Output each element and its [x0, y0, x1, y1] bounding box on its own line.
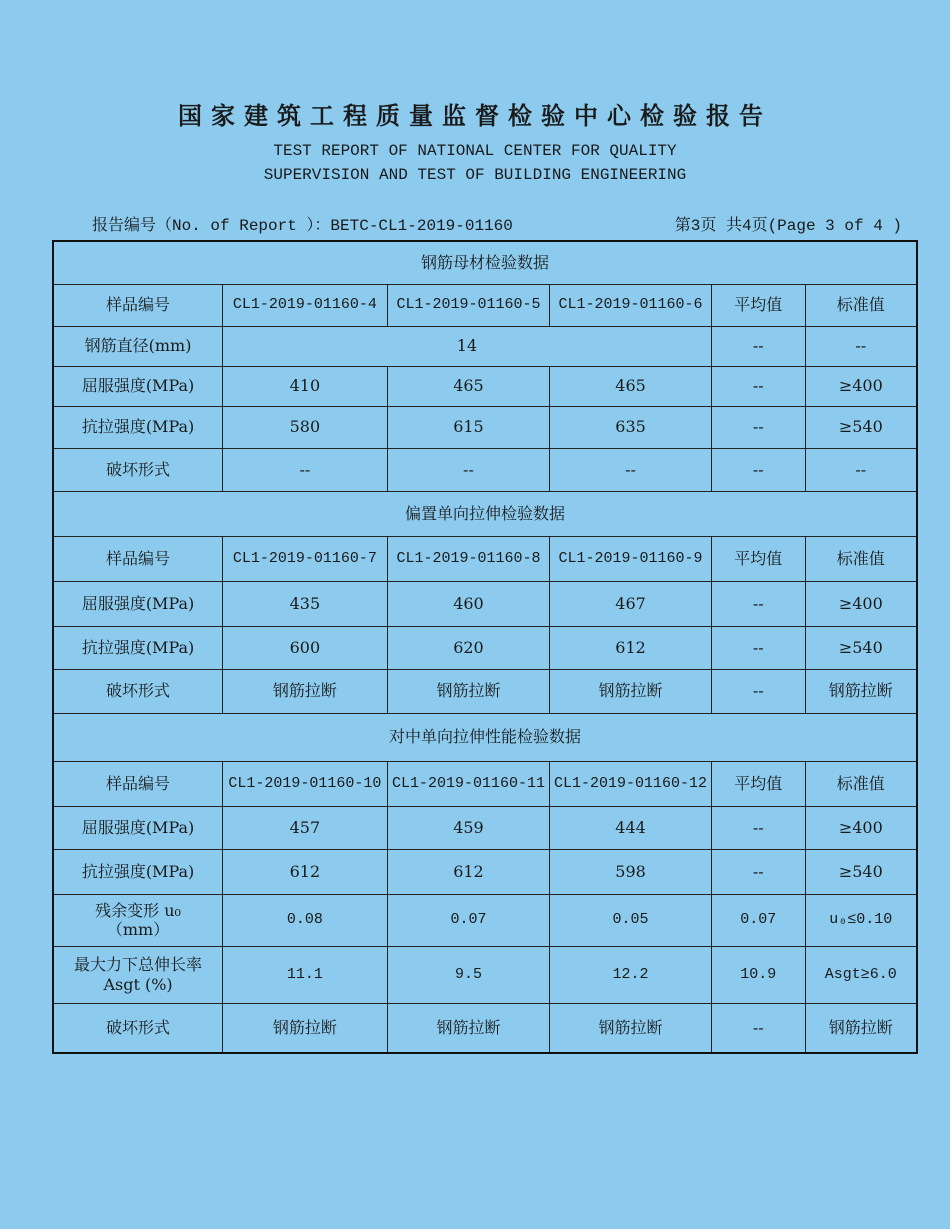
row-label: 屈服强度(MPa): [53, 366, 223, 406]
row-label: 破坏形式: [53, 669, 223, 713]
report-number: 报告编号（No. of Report ）：BETC-CL1-2019-01160: [92, 217, 513, 235]
row-label: 样品编号: [53, 536, 223, 581]
section-title: 对中单向拉伸性能检验数据: [53, 713, 917, 761]
value-cell: --: [711, 849, 805, 894]
report-title-en-2: SUPERVISION AND TEST OF BUILDING ENGINEERING: [263, 166, 687, 184]
value-cell: 钢筋拉断: [805, 1003, 917, 1053]
value-cell: 465: [550, 366, 712, 406]
value-cell: 0.07: [387, 894, 550, 946]
value-cell: --: [550, 448, 712, 491]
value-cell: 435: [223, 581, 388, 626]
value-cell: 615: [387, 406, 550, 448]
std-header: 标准值: [805, 761, 917, 806]
value-cell: 580: [223, 406, 388, 448]
value-cell: --: [711, 581, 805, 626]
sample-id: CL1-2019-01160-11: [387, 761, 550, 806]
row-label: 抗拉强度(MPa): [53, 406, 223, 448]
value-cell: ≥400: [805, 806, 917, 849]
value-cell: 0.08: [223, 894, 388, 946]
sample-row: [53, 536, 917, 581]
row-label: 最大力下总伸长率 Asgt (%): [53, 946, 223, 1003]
sample-id: CL1-2019-01160-4: [223, 284, 388, 326]
value-cell: 460: [387, 581, 550, 626]
test-data-table: [52, 240, 918, 1054]
value-cell: --: [711, 366, 805, 406]
value-cell: 0.05: [550, 894, 712, 946]
value-cell: --: [711, 448, 805, 491]
std-header: 标准值: [805, 536, 917, 581]
avg-header: 平均值: [711, 536, 805, 581]
value-cell: 钢筋拉断: [550, 1003, 712, 1053]
value-cell: ≥540: [805, 626, 917, 669]
row-label: 破坏形式: [53, 448, 223, 491]
section-header: [53, 713, 917, 761]
value-cell: 钢筋拉断: [387, 669, 550, 713]
page-number: 第3页 共4页(Page 3 of 4 ): [674, 217, 902, 235]
row-label: 残余变形 u₀ （mm）: [53, 894, 223, 946]
row-label: 屈服强度(MPa): [53, 581, 223, 626]
value-cell: --: [711, 406, 805, 448]
elongation-row: [53, 946, 917, 1003]
value-cell: --: [223, 448, 388, 491]
value-cell: --: [711, 326, 805, 366]
value-cell: Asgt≥6.0: [805, 946, 917, 1003]
value-cell: 钢筋拉断: [223, 669, 388, 713]
value-cell: --: [711, 1003, 805, 1053]
report-title-en-1: TEST REPORT OF NATIONAL CENTER FOR QUALITY: [273, 142, 677, 160]
sample-id: CL1-2019-01160-12: [550, 761, 712, 806]
diameter-row: [53, 326, 917, 366]
value-cell: 11.1: [223, 946, 388, 1003]
yield-row: [53, 581, 917, 626]
value-cell: 10.9: [711, 946, 805, 1003]
sample-id: CL1-2019-01160-10: [223, 761, 388, 806]
section-header: [53, 491, 917, 536]
row-label: 抗拉强度(MPa): [53, 626, 223, 669]
failure-row: [53, 669, 917, 713]
value-cell: 620: [387, 626, 550, 669]
yield-row: [53, 366, 917, 406]
sample-id: CL1-2019-01160-7: [223, 536, 388, 581]
row-label: 抗拉强度(MPa): [53, 849, 223, 894]
avg-header: 平均值: [711, 284, 805, 326]
value-cell: 12.2: [550, 946, 712, 1003]
value-cell: 612: [223, 849, 388, 894]
value-cell: 444: [550, 806, 712, 849]
value-cell: 410: [223, 366, 388, 406]
value-cell: 459: [387, 806, 550, 849]
value-cell: 467: [550, 581, 712, 626]
value-cell: 612: [550, 626, 712, 669]
avg-header: 平均值: [711, 761, 805, 806]
value-cell: --: [387, 448, 550, 491]
yield-row: [53, 806, 917, 849]
value-cell: 钢筋拉断: [805, 669, 917, 713]
value-cell: 9.5: [387, 946, 550, 1003]
value-cell: 钢筋拉断: [387, 1003, 550, 1053]
sample-id: CL1-2019-01160-6: [550, 284, 712, 326]
value-cell: --: [805, 326, 917, 366]
value-cell: ≥400: [805, 581, 917, 626]
value-cell: ≥540: [805, 406, 917, 448]
failure-row: [53, 448, 917, 491]
report-title: 国家建筑工程质量监督检验中心检验报告: [178, 101, 772, 130]
sample-id: CL1-2019-01160-9: [550, 536, 712, 581]
value-cell: --: [711, 669, 805, 713]
value-cell: --: [805, 448, 917, 491]
value-cell: 612: [387, 849, 550, 894]
value-cell: 600: [223, 626, 388, 669]
row-label: 钢筋直径(mm): [53, 326, 223, 366]
row-label: 样品编号: [53, 761, 223, 806]
value-cell: 457: [223, 806, 388, 849]
value-cell: 465: [387, 366, 550, 406]
tensile-row: [53, 626, 917, 669]
sample-id: CL1-2019-01160-8: [387, 536, 550, 581]
value-cell: --: [711, 806, 805, 849]
tensile-row: [53, 406, 917, 448]
section-header: [53, 241, 917, 284]
row-label: 破坏形式: [53, 1003, 223, 1053]
tensile-row: [53, 849, 917, 894]
section-title: 钢筋母材检验数据: [53, 241, 917, 284]
value-cell: u₀≤0.10: [805, 894, 917, 946]
value-cell: ≥540: [805, 849, 917, 894]
value-cell: 钢筋拉断: [223, 1003, 388, 1053]
value-cell: --: [711, 626, 805, 669]
value-cell: 钢筋拉断: [550, 669, 712, 713]
sample-id: CL1-2019-01160-5: [387, 284, 550, 326]
row-label: 屈服强度(MPa): [53, 806, 223, 849]
value-cell: ≥400: [805, 366, 917, 406]
sample-row: [53, 761, 917, 806]
residual-row: [53, 894, 917, 946]
value-cell: 598: [550, 849, 712, 894]
value-cell: 635: [550, 406, 712, 448]
failure-row: [53, 1003, 917, 1053]
row-label: 样品编号: [53, 284, 223, 326]
section-title: 偏置单向拉伸检验数据: [53, 491, 917, 536]
sample-row: [53, 284, 917, 326]
std-header: 标准值: [805, 284, 917, 326]
value-cell: 0.07: [711, 894, 805, 946]
diameter-value: 14: [223, 326, 712, 366]
